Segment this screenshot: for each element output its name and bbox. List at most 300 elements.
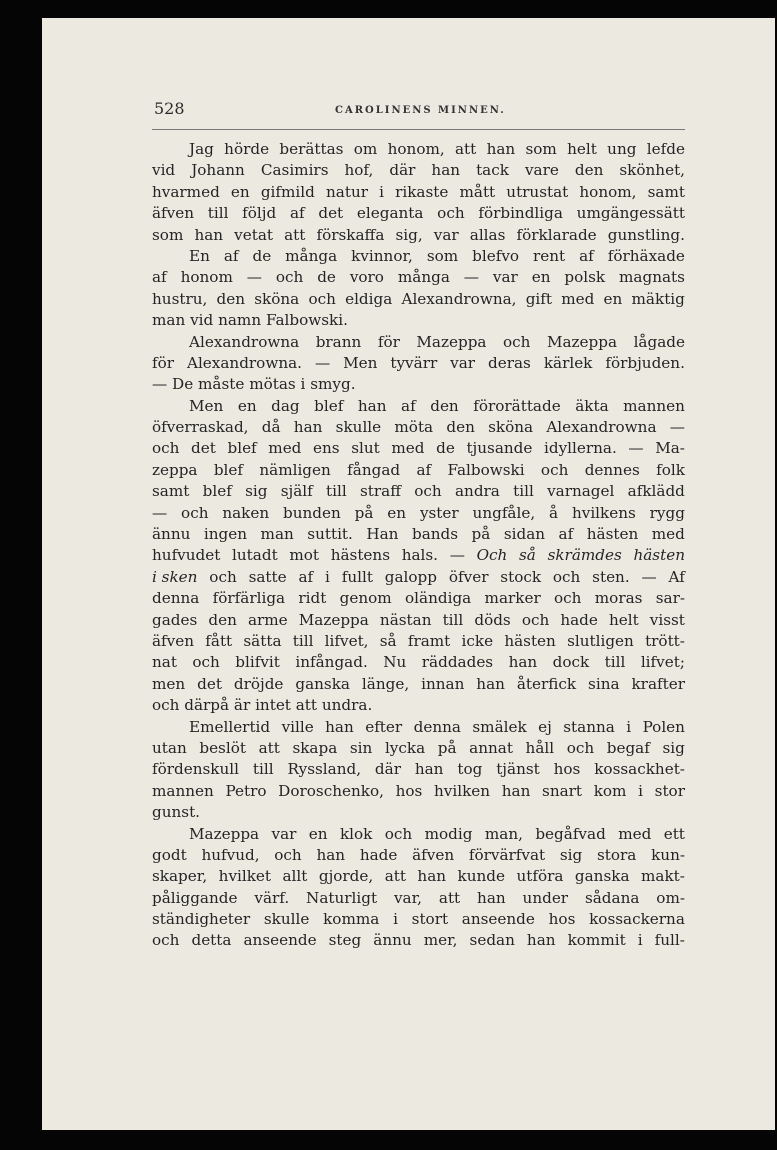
word: öfver [448, 567, 489, 586]
italic-word: Och [476, 546, 508, 565]
word: kom [593, 781, 627, 800]
word: och [209, 567, 237, 586]
word: Han [366, 525, 399, 544]
word: och [384, 824, 413, 843]
word: att [438, 888, 461, 907]
word: han [325, 717, 354, 736]
word: i [626, 717, 632, 736]
word: honom, [387, 140, 445, 158]
word: Jag [189, 140, 214, 158]
word: och [521, 610, 550, 629]
word: sten. [592, 567, 630, 586]
word: kvinnor, [351, 246, 413, 265]
word: nämligen [259, 460, 331, 479]
word: och [566, 738, 595, 757]
word: han [431, 161, 461, 180]
word: förhäxade [607, 246, 685, 265]
word: den [208, 610, 237, 629]
word: honom [180, 268, 233, 287]
text-line [152, 182, 685, 203]
word: zeppa [152, 460, 198, 479]
word: det [191, 439, 216, 458]
word: värf. [254, 888, 290, 907]
text-line [152, 781, 685, 802]
word: fullt [341, 567, 373, 586]
word: Alexandrowna. [186, 353, 302, 372]
word: Alexandrowna [189, 332, 300, 351]
word: den [216, 289, 246, 308]
word: de [252, 246, 272, 265]
word: äkta [575, 396, 609, 415]
word: suttit. [307, 525, 353, 544]
word: hufvud, [201, 845, 260, 864]
word: i [379, 182, 384, 201]
word: är [233, 696, 251, 715]
word: Men [343, 353, 378, 372]
word: men [152, 674, 186, 693]
word: efter [365, 717, 403, 736]
word: namn [218, 311, 262, 330]
word: helt [608, 610, 639, 629]
word: — [669, 418, 685, 437]
word: var [271, 824, 297, 843]
word: och [414, 482, 442, 501]
word: begaf [606, 738, 650, 757]
word: slutligen [567, 631, 634, 650]
word: att [284, 225, 306, 244]
word: deras [488, 353, 531, 372]
word: hals. [401, 546, 439, 565]
word: allas [469, 225, 506, 244]
word: många [397, 268, 450, 287]
word: stor [654, 781, 685, 800]
word: många [285, 246, 338, 265]
word: Casimirs [260, 161, 329, 180]
word: kun- [651, 845, 685, 864]
text-line [152, 139, 685, 160]
word: de [436, 439, 455, 458]
word: steg [328, 931, 362, 950]
word: om [353, 140, 378, 158]
word: umgängessätt [576, 204, 685, 223]
word: han [476, 674, 505, 693]
text-line [152, 503, 685, 524]
word: hos [395, 781, 423, 800]
word: — [463, 268, 479, 287]
word: af [223, 246, 239, 265]
word: tack [476, 161, 509, 180]
word: polsk [564, 268, 606, 287]
word: till [604, 653, 626, 672]
text-line [152, 888, 685, 909]
text-line [152, 203, 685, 224]
word: skulle [263, 910, 310, 929]
word: ett [663, 824, 685, 843]
word: samt [647, 182, 685, 201]
word: och [152, 439, 180, 458]
text-line [152, 909, 685, 930]
word: möta [394, 418, 434, 437]
word: andra [454, 482, 500, 501]
word: Naturligt [306, 888, 378, 907]
word: var, [393, 888, 423, 907]
word: en [237, 396, 257, 415]
word: i [393, 910, 398, 929]
running-title: CAROLINENS MINNEN. [335, 105, 506, 116]
word: — [152, 375, 168, 394]
word: stora [596, 845, 637, 864]
word: hästens [330, 546, 390, 565]
italic-phrase: i sken [152, 567, 198, 586]
word: blefvo [472, 246, 520, 265]
word: förfärliga [212, 589, 286, 608]
word: med [561, 289, 595, 308]
word: begåfvad [535, 824, 606, 843]
word: han [357, 396, 387, 415]
word: att [455, 140, 477, 158]
word: hästen [504, 631, 556, 650]
word: komma [323, 910, 380, 929]
word: genom [339, 589, 392, 608]
word: och [503, 332, 531, 351]
word: sin [349, 738, 373, 757]
text-line [152, 567, 685, 588]
word: och [552, 567, 581, 586]
word: blifvit [235, 653, 280, 672]
word: ej [538, 717, 552, 736]
word: fördenskull [152, 760, 240, 779]
word: var [450, 353, 476, 372]
word: en [603, 289, 623, 308]
word: ständigheter [152, 910, 251, 929]
word: och [152, 931, 180, 950]
text-line [152, 824, 685, 845]
word: — [449, 546, 465, 565]
word: smälek [472, 717, 527, 736]
word: som [152, 225, 184, 244]
word: smyg. [310, 375, 356, 394]
word: ens [313, 439, 340, 458]
word: Polen [642, 717, 685, 736]
text-line [152, 631, 685, 652]
word: varnagel [547, 482, 615, 501]
word: fångad [347, 460, 401, 479]
word: till [326, 482, 347, 501]
word: han [293, 418, 323, 437]
word: bands [411, 525, 459, 544]
text-line [152, 802, 685, 823]
word: satte [248, 567, 287, 586]
word: nästan [379, 610, 432, 629]
word: återfick [516, 674, 577, 693]
word: gades [152, 610, 198, 629]
word: Falbowski. [265, 311, 348, 330]
word: — [246, 268, 262, 287]
text-line [152, 652, 685, 673]
word: själf [280, 482, 313, 501]
page-number: 528 [154, 99, 185, 118]
word: skaper, [152, 867, 208, 886]
word: han [508, 653, 538, 672]
word: Af [668, 567, 685, 586]
word: allt [282, 867, 308, 886]
word: fått [205, 631, 233, 650]
word: gifmild [260, 182, 315, 201]
word: å [549, 503, 559, 522]
word: han [316, 845, 346, 864]
word: dennes [584, 460, 640, 479]
word: och [437, 204, 465, 223]
word: skulle [335, 418, 382, 437]
text-line [152, 674, 685, 695]
word: på [471, 525, 491, 544]
word: då [261, 418, 281, 437]
word: lifvet, [324, 631, 369, 650]
word: Mazeppa [189, 824, 260, 843]
word: naken [222, 503, 270, 522]
word: Petro [225, 781, 267, 800]
text-line [152, 438, 685, 459]
word: till [207, 204, 229, 223]
word: — [628, 439, 644, 458]
word: mannen [623, 396, 685, 415]
word: lutadt [232, 546, 278, 565]
word: Mazeppa [546, 332, 618, 351]
word: hvarmed [152, 182, 220, 201]
word: sar- [655, 589, 685, 608]
word: ung [607, 140, 637, 158]
word: Doroschenko, [278, 781, 384, 800]
word: räddades [421, 653, 494, 672]
word: dröjde [233, 674, 284, 693]
word: förbjuden. [605, 353, 685, 372]
word: och [192, 653, 220, 672]
word: han [414, 760, 444, 779]
word: mot [289, 546, 320, 565]
word: de [317, 268, 336, 287]
word: på [437, 738, 457, 757]
word: skapa [292, 738, 338, 757]
word: och [181, 503, 209, 522]
word: nat [152, 653, 177, 672]
word: gift [525, 289, 553, 308]
word: arme [247, 610, 288, 629]
word: Mazeppa [298, 610, 369, 629]
word: som [426, 246, 459, 265]
word: infångad. [295, 653, 368, 672]
word: mannen [152, 781, 214, 800]
word: med [391, 439, 425, 458]
word: i [325, 567, 330, 586]
word: anseende [243, 931, 317, 950]
word: att [384, 867, 406, 886]
word: i [300, 375, 306, 394]
text-line [152, 289, 685, 310]
word: han [526, 931, 556, 950]
word: han [486, 140, 516, 158]
word: att [295, 696, 318, 715]
word: förbindliga [478, 204, 563, 223]
word: var [433, 225, 459, 244]
word: krafter [631, 674, 685, 693]
word: detta [191, 931, 232, 950]
text-line [152, 396, 685, 417]
word: det [197, 674, 222, 693]
word: modig [424, 824, 473, 843]
word: moras [594, 589, 643, 608]
word: äfven [412, 845, 455, 864]
text-line [152, 246, 685, 267]
word: innan [421, 674, 465, 693]
word: lågade [633, 332, 685, 351]
text-line [152, 524, 685, 545]
word: Johann [191, 161, 245, 180]
word: vetat [234, 225, 273, 244]
word: — [641, 567, 657, 586]
word: oländiga [405, 589, 472, 608]
word: den [430, 396, 459, 415]
word: kunde [457, 867, 505, 886]
word: till [252, 760, 274, 779]
word: visst [649, 610, 685, 629]
text-line [152, 738, 685, 759]
word: hvilkens [571, 503, 636, 522]
word: gjorde, [318, 867, 374, 886]
word: blef [314, 396, 344, 415]
word: för [152, 353, 175, 372]
word: intet [255, 696, 291, 715]
word: på [354, 503, 374, 522]
text-line [152, 695, 685, 716]
word: om- [656, 888, 685, 907]
word: eleganta [356, 204, 424, 223]
word: tjusande [466, 439, 533, 458]
word: så [379, 631, 397, 650]
word: snart [542, 781, 583, 800]
word: mötas [249, 375, 296, 394]
word: utföra [516, 867, 564, 886]
text-line [152, 930, 685, 951]
word: man, [484, 824, 523, 843]
word: länge, [361, 674, 410, 693]
word: utrustat [506, 182, 569, 201]
word: Men [189, 396, 224, 415]
word: en [308, 824, 328, 843]
body-text [152, 139, 685, 952]
word: ungfåle, [472, 503, 536, 522]
word: Ryssland, [287, 760, 362, 779]
word: idyllerna. [543, 439, 617, 458]
word: ganska [574, 867, 630, 886]
word: och [308, 289, 336, 308]
word: afklädd [627, 482, 685, 501]
word: folk [656, 460, 685, 479]
word: undra. [321, 696, 373, 715]
word: rent [533, 246, 566, 265]
word: lifvet; [640, 653, 685, 672]
word: hos [553, 760, 581, 779]
word: honom, [579, 182, 637, 201]
word: följd [242, 204, 277, 223]
text-line [152, 610, 685, 631]
word: blef [202, 482, 232, 501]
word: lycka [384, 738, 426, 757]
word: — [152, 503, 168, 522]
word: Falbowski [447, 460, 525, 479]
word: Alexandrowna, [401, 289, 517, 308]
word: sina [588, 674, 620, 693]
word: därpå [184, 696, 230, 715]
word: där [389, 161, 416, 180]
word: hof, [344, 161, 374, 180]
word: rikaste [395, 182, 449, 201]
word: natur [326, 182, 368, 201]
text-line [152, 353, 685, 374]
text-line [152, 460, 685, 481]
word: Ma- [655, 439, 685, 458]
word: en [531, 268, 551, 287]
word: förklarade [516, 225, 597, 244]
word: sådana [584, 888, 640, 907]
word: hästen [586, 525, 639, 544]
word: måste [198, 375, 245, 394]
word: mer, [423, 931, 458, 950]
word: lefde [646, 140, 685, 158]
word: icke [461, 631, 494, 650]
word: galopp [384, 567, 438, 586]
italic-word: så [519, 546, 536, 565]
word: förvärfvat [468, 845, 546, 864]
word: af [152, 268, 167, 287]
word: och [274, 845, 302, 864]
word: sedan [469, 931, 515, 950]
word: ganska [295, 674, 350, 693]
word: straff [360, 482, 402, 501]
word: denna [152, 589, 200, 608]
text-line [152, 759, 685, 780]
word: han [501, 781, 531, 800]
word: framt [407, 631, 451, 650]
word: rygg [649, 503, 685, 522]
word: med [618, 824, 652, 843]
word: De [172, 375, 194, 394]
word: det [318, 204, 344, 223]
word: ville [281, 717, 314, 736]
word: den [574, 161, 604, 180]
word: helt [567, 140, 597, 158]
word: full- [654, 931, 685, 950]
word: trött- [645, 631, 685, 650]
word: och [152, 696, 180, 715]
word: tjänst [496, 760, 540, 779]
word: äfven [152, 204, 195, 223]
word: kärlek [543, 353, 593, 372]
word: mäktig [631, 289, 685, 308]
word: af [416, 460, 432, 479]
word: i [638, 781, 643, 800]
word: under [522, 888, 569, 907]
word: blef [213, 460, 244, 479]
page-header [152, 99, 685, 130]
word: sköna [254, 289, 300, 308]
word: sätta [243, 631, 282, 650]
word: utan [152, 738, 187, 757]
word: makt- [641, 867, 685, 886]
word: hvilken [434, 781, 491, 800]
word: — [314, 353, 331, 372]
text-line [152, 267, 685, 288]
word: tyvärr [390, 353, 438, 372]
